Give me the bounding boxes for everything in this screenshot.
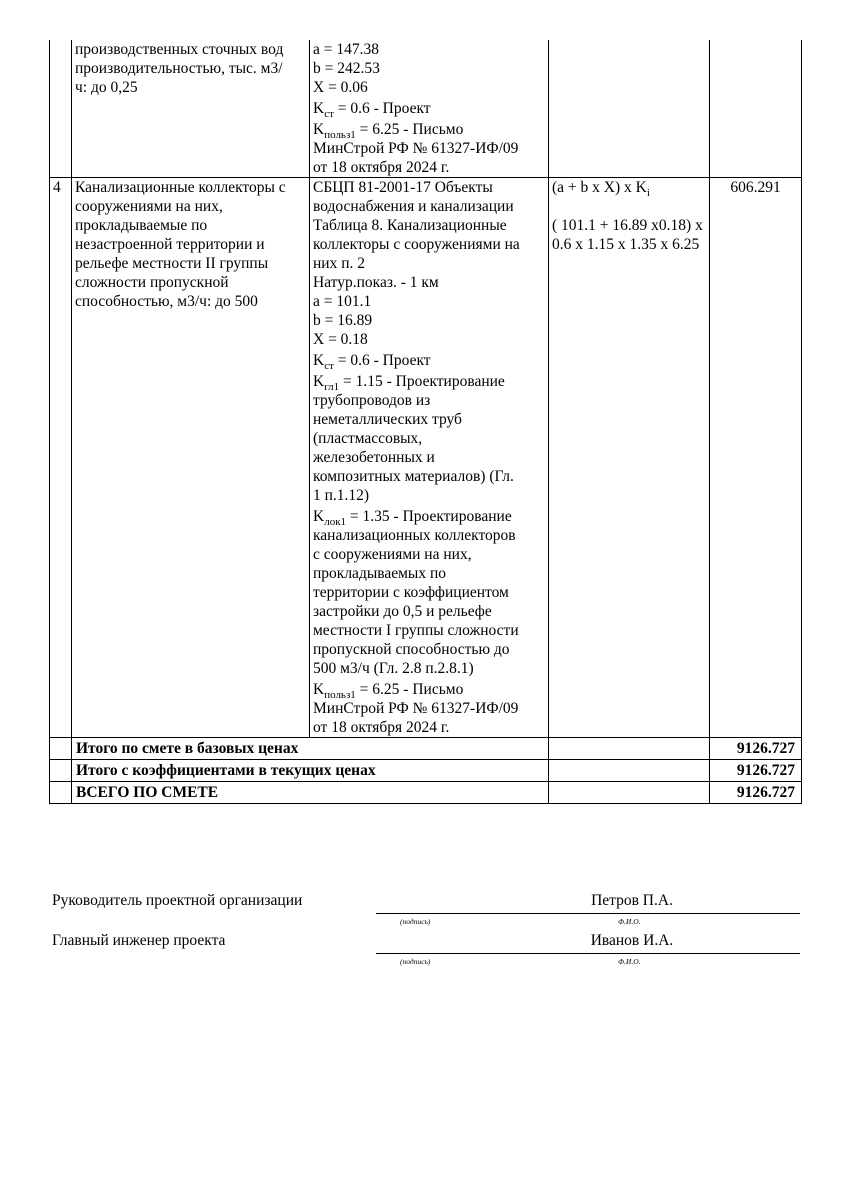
total-row-base [50,738,802,760]
signer-role: Руководитель проектной организации [52,892,303,909]
source-line: СБЦП 81-2001-17 Объекты [313,179,493,196]
cell-justification [310,40,549,178]
kgl-line: неметаллических труб [313,411,462,428]
name-line [464,913,800,914]
klok-line: прокладываемых по [313,565,447,582]
coef-kst: $K_{ст} = 0.6$ - Проект [313,352,431,372]
total-row-current [50,760,802,782]
kgl-line: трубопроводов из [313,392,431,409]
klok-line: канализационных коллекторов [313,527,516,544]
total-amount: 9126.727 [710,738,802,760]
cell-empty [549,760,710,782]
cell-work-name [72,40,310,178]
name-line [464,953,800,954]
cell-number [50,40,72,178]
cell-work-name: Канализационные коллекторы с сооружениями на них, прокладываемые по незастроенной территории и рельефе местности II группы сложности пропускной способностью, м3/ч: до 500 [72,178,310,738]
name-caption: Ф.И.О. [618,917,641,926]
param-a: а = 101.1 [313,293,372,310]
klok-line: пропускной способностью до [313,641,510,658]
signature-caption: (подпись) [400,957,431,966]
work-name-line: производительностью, тыс. м3/ [75,60,283,77]
param-x: X = 0.18 [313,331,368,348]
klok-line: местности I группы сложности [313,622,519,639]
total-amount: 9126.727 [710,782,802,804]
cell-justification [310,178,549,738]
table-row-4 [50,178,802,738]
formula: (a + b x X) x $K_i$ [552,179,650,199]
total-row-grand [50,782,802,804]
coef-kpolz: $K_{польз1} = 6.25$ - Письмо [313,681,464,701]
coef-kgl: $K_{гл1} = 1.15$ - Проектирование [313,373,505,393]
param-a: а = 147.38 [313,41,379,58]
cell-empty [549,782,710,804]
table-row-previous [50,40,802,178]
param-x: X = 0.06 [313,79,368,96]
cell-number: 4 [50,178,72,738]
signature-line [376,913,464,914]
signature-line [376,953,464,954]
calculation: ( 101.1 + 16.89 x0.18) x 0.6 x 1.15 x 1.35 x 6.25 [552,217,703,253]
letter-line: от 18 октября 2024 г. [313,159,450,176]
coef-kpolz: $K_{польз1} = 6.25$ - Письмо [313,121,464,141]
name-caption: Ф.И.О. [618,957,641,966]
klok-line: с сооружениями на них, [313,546,472,563]
source-line: водоснабжения и канализации [313,198,514,215]
work-name-line: ч: до 0,25 [75,79,138,96]
total-label: Итого с коэффициентами в текущих ценах [72,760,549,782]
cell-number [50,760,72,782]
work-name-line: производственных сточных вод [75,41,284,58]
estimate-table [49,40,802,804]
kgl-line: 1 п.1.12) [313,487,370,504]
letter-line: МинСтрой РФ № 61327-ИФ/09 [313,140,519,157]
source-line: Таблица 8. Канализационные [313,217,507,234]
letter-line: МинСтрой РФ № 61327-ИФ/09 [313,700,519,717]
source-line: них п. 2 [313,255,366,272]
signature-caption: (подпись) [400,917,431,926]
cell-cost: 606.291 [710,178,802,738]
cell-number [50,738,72,760]
param-b: b = 242.53 [313,60,380,77]
signature-row-chief-engineer [52,926,800,966]
cell-formula [549,40,710,178]
param-b: b = 16.89 [313,312,373,329]
signer-name: Иванов И.А. [590,932,674,949]
source-line: коллекторы с сооружениями на [313,236,520,253]
signature-row-head [52,886,800,926]
total-label: ВСЕГО ПО СМЕТЕ [72,782,549,804]
total-amount: 9126.727 [710,760,802,782]
coef-klok: $K_{лок1} = 1.35$ - Проектирование [313,508,512,528]
signer-name: Петров П.А. [591,892,673,909]
cell-formula [549,178,710,738]
coef-kst: $K_{ст} = 0.6$ - Проект [313,100,431,120]
kgl-line: железобетонных и [313,449,435,466]
cell-number [50,782,72,804]
kgl-line: (пластмассовых, [313,430,423,447]
cell-empty [549,738,710,760]
cell-cost [710,40,802,178]
natural-indicator: Натур.показ. - 1 км [313,274,439,291]
signer-role: Главный инженер проекта [52,932,226,949]
kgl-line: композитных материалов) (Гл. [313,468,514,485]
klok-line: территории с коэффициентом [313,584,509,601]
letter-line: от 18 октября 2024 г. [313,719,450,736]
klok-line: застройки до 0,5 и рельефе [313,603,492,620]
klok-line: 500 м3/ч (Гл. 2.8 п.2.8.1) [313,660,474,677]
total-label: Итого по смете в базовых ценах [72,738,549,760]
